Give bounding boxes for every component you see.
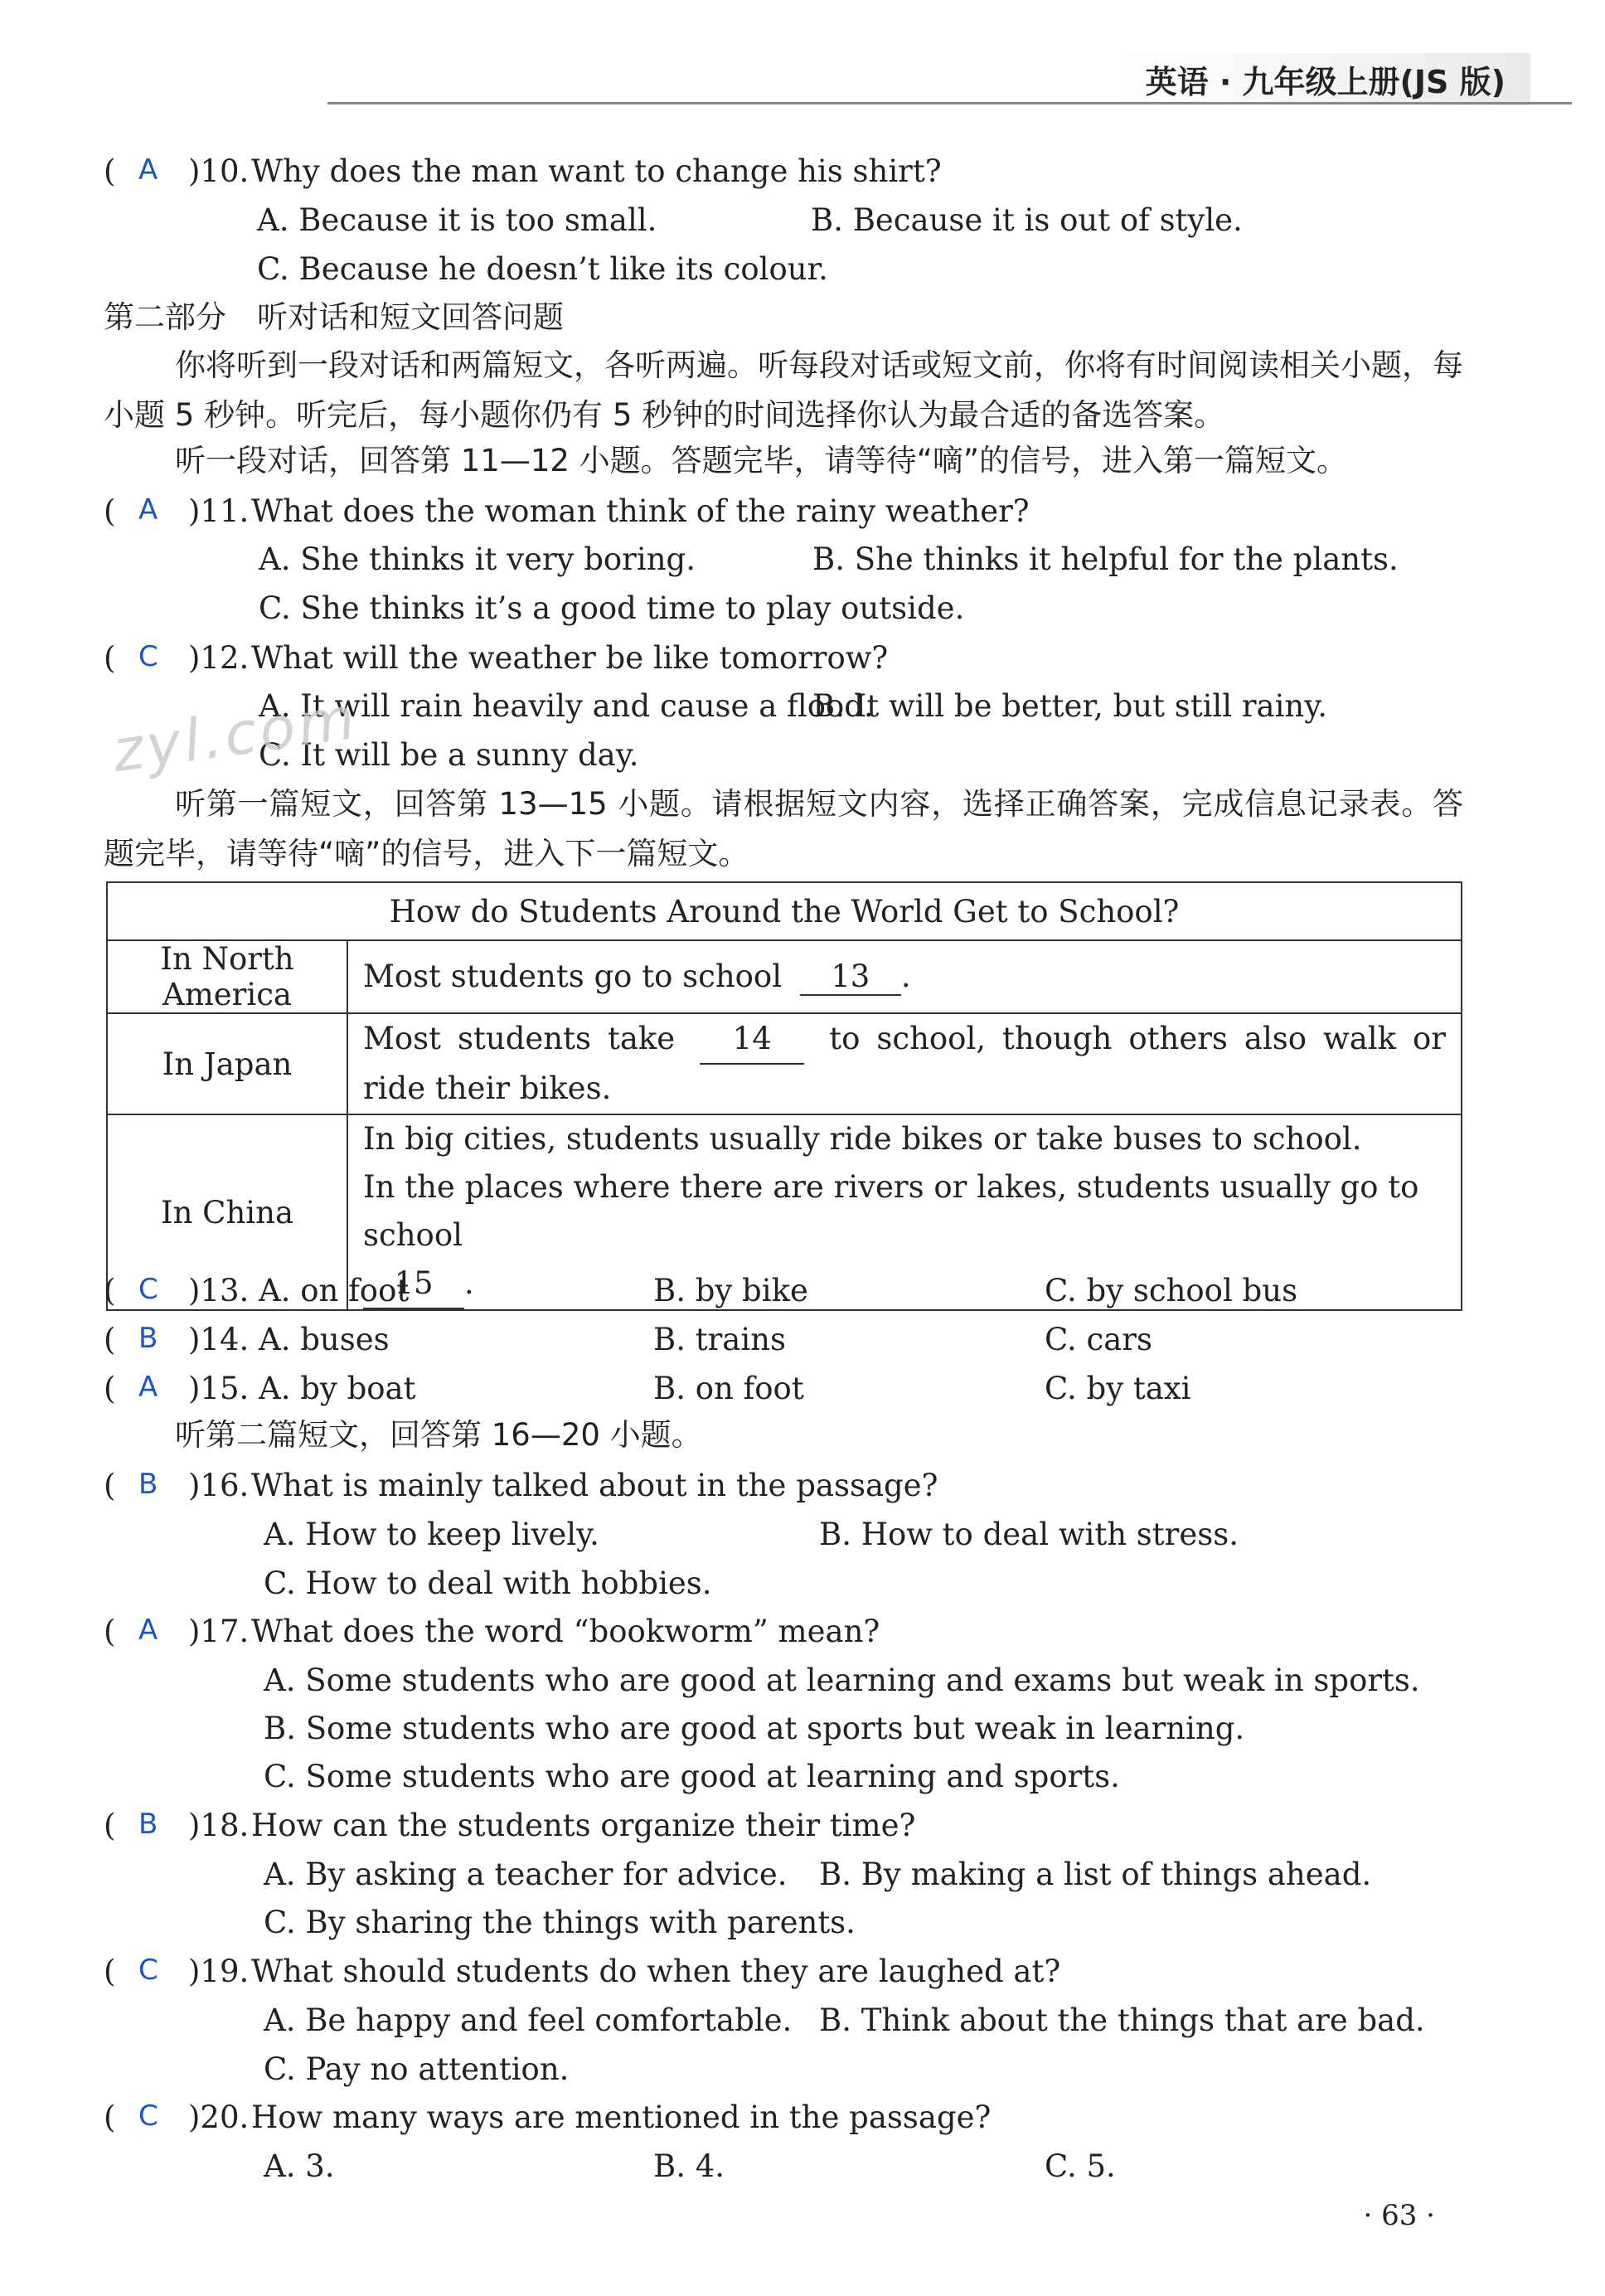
page-number: · 63 · bbox=[1363, 2199, 1435, 2232]
option-c: C. Because he doesn’t like its colour. bbox=[257, 251, 828, 287]
table-row bbox=[107, 1013, 1462, 1114]
question-15 bbox=[104, 1371, 250, 1406]
dialogue-instruction: 听一段对话，回答第 11—12 小题。答题完毕，请等待“嘀”的信号，进入第一篇短文。 bbox=[175, 443, 1348, 478]
option-c: C. 5. bbox=[1045, 2148, 1116, 2184]
option-b: B. Some students who are good at sports but weak in learning. bbox=[264, 1711, 1245, 1746]
option-b: B. 4. bbox=[653, 2148, 725, 2184]
question-text: How can the students organize their time? bbox=[251, 1808, 916, 1843]
question-19 bbox=[104, 1956, 1060, 1987]
question-text: What does the word “bookworm” mean? bbox=[251, 1614, 880, 1649]
answer-mark: C bbox=[138, 640, 158, 673]
question-17 bbox=[104, 1616, 880, 1647]
option-b: B. She thinks it helpful for the plants. bbox=[812, 541, 1399, 577]
section-heading: 第二部分 听对话和短文回答问题 bbox=[104, 299, 564, 335]
passage1-instruction: 听第一篇短文，回答第 13—15 小题。请根据短文内容，选择正确答案，完成信息记录表。答题完毕，请等待“嘀”的信号，进入下一篇短文。 bbox=[104, 786, 1463, 871]
option-a: A. How to keep lively. bbox=[264, 1517, 599, 1552]
option-a: A. buses bbox=[259, 1322, 390, 1357]
book-title: 英语 · 九年级上册(JS 版) bbox=[1113, 53, 1530, 105]
option-c: C. Pay no attention. bbox=[264, 2051, 570, 2087]
question-text: Why does the man want to change his shirt? bbox=[251, 153, 942, 189]
answer-bracket: ( C )12. bbox=[104, 640, 250, 676]
option-b: B. Because it is out of style. bbox=[811, 202, 1243, 238]
answer-mark: B bbox=[138, 1808, 158, 1841]
page-header bbox=[0, 0, 1605, 108]
row-content: Most students go to school 13 . bbox=[347, 940, 1462, 1013]
option-b: B. It will be better, but still rainy. bbox=[812, 688, 1328, 724]
answer-mark: A bbox=[138, 153, 158, 187]
question-20 bbox=[104, 2099, 992, 2135]
option-c: C. Some students who are good at learning and sports. bbox=[264, 1759, 1120, 1794]
option-b: B. By making a list of things ahead. bbox=[819, 1857, 1372, 1892]
question-text: How many ways are mentioned in the passage? bbox=[251, 2099, 992, 2135]
option-a: A. Be happy and feel comfortable. bbox=[264, 2002, 793, 2038]
option-c: C. cars bbox=[1045, 1322, 1152, 1357]
option-c: C. She thinks it’s a good time to play outside. bbox=[259, 590, 965, 626]
watermark: zyl.com bbox=[108, 683, 362, 786]
answer-bracket: ( A )17. bbox=[104, 1614, 250, 1649]
table-row bbox=[107, 940, 1462, 1013]
question-13 bbox=[104, 1273, 250, 1308]
option-a: A. Some students who are good at learning and exams but weak in sports. bbox=[264, 1663, 1420, 1698]
option-b: B. by bike bbox=[653, 1273, 808, 1308]
blank-13: 13 bbox=[800, 959, 901, 996]
option-c: C. By sharing the things with parents. bbox=[264, 1905, 856, 1940]
row-label: In Japan bbox=[107, 1013, 347, 1114]
option-c: C. by school bus bbox=[1045, 1273, 1298, 1308]
header-rule bbox=[327, 102, 1572, 104]
blank-15: 15 bbox=[363, 1260, 464, 1309]
option-c: C. by taxi bbox=[1045, 1371, 1191, 1406]
option-a: A. She thinks it very boring. bbox=[259, 541, 696, 577]
row-content: In big cities, students usually ride bikes or take buses to school. In the places where there are rivers or lakes, students usually go to school 15 . bbox=[347, 1114, 1462, 1310]
option-a: A. Because it is too small. bbox=[257, 202, 657, 238]
question-text: What is mainly talked about in the passage? bbox=[251, 1468, 938, 1503]
answer-bracket: ( A )10. bbox=[104, 153, 250, 189]
question-16 bbox=[104, 1470, 938, 1501]
answer-mark: C bbox=[138, 1273, 158, 1306]
answer-bracket: ( C )13. bbox=[104, 1273, 250, 1308]
answer-mark: C bbox=[138, 2099, 158, 2133]
question-11 bbox=[104, 493, 1030, 529]
option-c: C. It will be a sunny day. bbox=[259, 737, 639, 773]
blank-14: 14 bbox=[700, 1015, 804, 1065]
option-c: C. How to deal with hobbies. bbox=[264, 1565, 712, 1601]
answer-mark: B bbox=[138, 1322, 158, 1355]
question-12 bbox=[104, 640, 889, 676]
row-label: In North America bbox=[107, 940, 347, 1013]
question-text: What does the woman think of the rainy weather? bbox=[251, 493, 1030, 529]
question-10 bbox=[104, 153, 942, 189]
answer-bracket: ( B )14. bbox=[104, 1322, 250, 1357]
answer-bracket: ( C )19. bbox=[104, 1954, 250, 1989]
option-b: B. trains bbox=[653, 1322, 786, 1357]
question-text: What should students do when they are laughed at? bbox=[251, 1954, 1061, 1989]
row-label: In China bbox=[107, 1114, 347, 1310]
answer-mark: A bbox=[138, 1614, 158, 1647]
answer-bracket: ( A )11. bbox=[104, 493, 250, 529]
option-a: A. 3. bbox=[264, 2148, 335, 2184]
option-b: B. on foot bbox=[653, 1371, 804, 1406]
option-a: A. By asking a teacher for advice. bbox=[264, 1857, 788, 1892]
option-a: A. on foot bbox=[259, 1273, 410, 1308]
answer-bracket: ( C )20. bbox=[104, 2099, 250, 2135]
answer-bracket: ( B )18. bbox=[104, 1808, 250, 1843]
question-18 bbox=[104, 1810, 915, 1841]
answer-mark: B bbox=[138, 1468, 158, 1501]
section-intro: 你将听到一段对话和两篇短文，各听两遍。听每段对话或短文前，你将有时间阅读相关小题，每小题 5 秒钟。听完后，每小题你仍有 5 秒钟的时间选择你认为最合适的备选答案。 bbox=[104, 347, 1463, 433]
answer-bracket: ( B )16. bbox=[104, 1468, 250, 1503]
option-b: B. Think about the things that are bad. bbox=[819, 2002, 1425, 2038]
answer-bracket: ( A )15. bbox=[104, 1371, 250, 1406]
question-text: What will the weather be like tomorrow? bbox=[251, 640, 889, 676]
row-content: Most students take 14 to school, though others also walk or ride their bikes. bbox=[347, 1013, 1462, 1114]
answer-mark: A bbox=[138, 493, 158, 527]
question-14 bbox=[104, 1322, 250, 1357]
passage2-instruction: 听第二篇短文，回答第 16—20 小题。 bbox=[175, 1417, 702, 1453]
option-b: B. How to deal with stress. bbox=[819, 1517, 1239, 1552]
option-a: A. by boat bbox=[259, 1371, 416, 1406]
info-table bbox=[106, 881, 1462, 1311]
answer-mark: A bbox=[138, 1371, 158, 1404]
option-a: A. It will rain heavily and cause a flood. bbox=[259, 688, 874, 724]
table-title: How do Students Around the World Get to School? bbox=[107, 882, 1462, 940]
answer-mark: C bbox=[138, 1954, 158, 1987]
